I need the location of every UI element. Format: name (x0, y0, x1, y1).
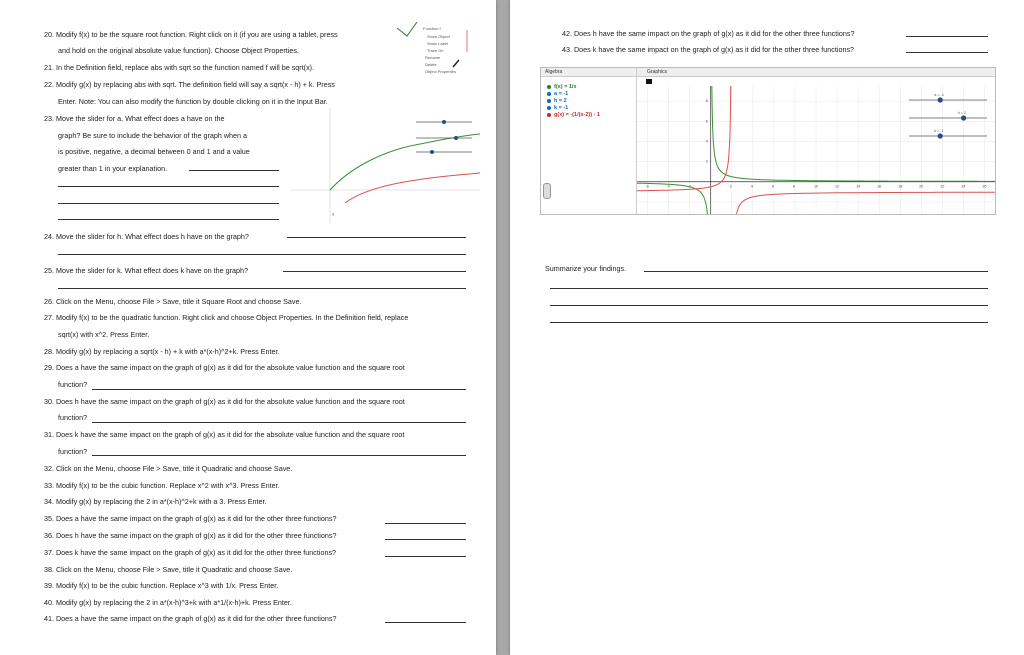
worksheet-line: 30. Does h have the same impact on the graph of g(x) as it did for the absolute value function and the square root (44, 397, 405, 406)
answer-blank[interactable] (58, 219, 279, 220)
context-menu-title: Function f (423, 26, 441, 31)
worksheet-line: 38. Click on the Menu, choose File > Save, title it Quadratic and choose Save. (44, 565, 293, 574)
slider-knob[interactable] (961, 115, 966, 120)
worksheet-line: 22. Modify g(x) by replacing abs with sqrt. The definition field will say a sqrt(x - h) + k. Press (44, 80, 335, 89)
graphics-header (637, 68, 995, 77)
worksheet-line: function? (58, 380, 88, 389)
algebra-title: Algebra (545, 69, 563, 75)
context-menu-item[interactable]: Show Object (427, 34, 450, 39)
worksheet-line: 39. Modify f(x) to be the cubic function. Replace x^3 with 1/x. Press Enter. (44, 581, 279, 590)
answer-blank[interactable] (385, 556, 466, 557)
worksheet-line: 20. Modify f(x) to be the square root function. Right click on it (if you are using a tablet, press (44, 30, 338, 39)
answer-blank[interactable] (92, 422, 466, 423)
answer-blank[interactable] (385, 622, 466, 623)
worksheet-line: 28. Modify g(x) by replacing a sqrt(x - h) + k with a*(x-h)^2+k. Press Enter. (44, 347, 280, 356)
algebra-item[interactable] (547, 98, 567, 104)
worksheet-line: 36. Does h have the same impact on the graph of g(x) as it did for the other three functions? (44, 531, 337, 540)
x-tick-label: 22 (940, 184, 945, 189)
worksheet-line: greater than 1 in your explanation. (58, 164, 168, 173)
worksheet-line: 34. Modify g(x) by replacing the 2 in a*(x-h)^2+k with a 3. Press Enter. (44, 497, 267, 506)
worksheet-line: 42. Does h have the same impact on the graph of g(x) as it did for the other three functions? (562, 29, 855, 38)
answer-blank[interactable] (385, 539, 466, 540)
answer-blank[interactable] (906, 52, 988, 53)
worksheet-line: and hold on the original absolute value function). Choose Object Properties. (58, 46, 299, 55)
algebra-view (541, 68, 637, 214)
answer-blank[interactable] (92, 389, 466, 390)
graphics-title: Graphics (647, 69, 668, 75)
x-tick-label: 20 (919, 184, 924, 189)
g-curve-right (734, 192, 995, 214)
worksheet-line: 35. Does a have the same impact on the graph of g(x) as it did for the other three functions? (44, 514, 337, 523)
context-menu (395, 22, 480, 102)
x-tick-label: 2 (729, 184, 732, 189)
answer-blank[interactable] (58, 288, 466, 289)
x-tick-label: 18 (898, 184, 903, 189)
y-tick-label: 4 (705, 139, 708, 144)
algebra-item[interactable] (547, 105, 568, 111)
answer-blank[interactable] (283, 271, 466, 272)
x-tick-label: 8 (792, 184, 795, 189)
y-tick-label: 2 (705, 159, 708, 164)
collapse-handle[interactable] (543, 183, 551, 199)
worksheet-line: 32. Click on the Menu, choose File > Save, title it Quadratic and choose Save. (44, 464, 293, 473)
context-menu-item[interactable]: Delete (425, 62, 437, 67)
worksheet-line: 31. Does k have the same impact on the graph of g(x) as it did for the absolute value function and the square root (44, 430, 405, 439)
x-tick-label: 12 (835, 184, 840, 189)
worksheet-line: 40. Modify g(x) by replacing the 2 in a*(x-h)^3+k with a*1/(x-h)+k. Press Enter. (44, 598, 292, 607)
x-tick-label: -6 (645, 184, 649, 189)
x-tick-label: -4 (666, 184, 670, 189)
algebra-header (541, 68, 636, 77)
worksheet-line: 23. Move the slider for a. What effect does a have on the (44, 114, 225, 123)
graphics-view (637, 86, 995, 214)
worksheet-line: 33. Modify f(x) to be the cubic function. Replace x^2 with x^3. Press Enter. (44, 481, 280, 490)
algebra-item-text: g(x) = -(1/(x-2)) - 1 (554, 112, 600, 118)
visibility-toggle[interactable] (547, 113, 551, 117)
x-tick-label: 24 (961, 184, 966, 189)
worksheet-line: 27. Modify f(x) to be the quadratic function. Right click and choose Object Properties. In the Definition field, replace (44, 313, 409, 322)
worksheet-line: function? (58, 447, 88, 456)
slider-panel (412, 112, 480, 156)
context-menu-item[interactable]: Show Label (427, 41, 448, 46)
worksheet-line: 25. Move the slider for k. What effect does k have on the graph? (44, 266, 249, 275)
g-curve-left (637, 86, 731, 191)
answer-blank[interactable] (92, 455, 466, 456)
slider-label: k = -1 (934, 129, 944, 133)
answer-blank[interactable] (550, 305, 988, 306)
worksheet-line: 24. Move the slider for h. What effect does h have on the graph? (44, 232, 249, 241)
visibility-toggle[interactable] (547, 106, 551, 110)
y-tick-label: 8 (705, 99, 708, 104)
algebra-item[interactable] (547, 84, 576, 90)
worksheet-line: is positive, negative, a decimal between 0 and 1 and a value (58, 147, 250, 156)
visibility-toggle[interactable] (547, 85, 551, 89)
worksheet-line: 26. Click on the Menu, choose File > Save, title it Square Root and choose Save. (44, 297, 302, 306)
x-tick-label: 26 (982, 184, 987, 189)
y-tick-label: 6 (705, 119, 708, 124)
answer-blank[interactable] (644, 271, 988, 272)
answer-blank[interactable] (550, 322, 988, 323)
context-menu-item[interactable]: Object Properties (425, 69, 456, 74)
algebra-item[interactable] (547, 112, 600, 118)
g-curve (345, 173, 480, 203)
worksheet-line: 41. Does a have the same impact on the graph of g(x) as it did for the other three functions? (44, 614, 337, 623)
algebra-item-text: f(x) = 1/x (554, 84, 577, 90)
context-menu-item[interactable]: Trace On (427, 48, 444, 53)
graphics-toolbar-icon[interactable] (646, 79, 652, 84)
worksheet-line: Enter. Note: You can also modify the function by double clicking on it in the Input Bar. (58, 97, 328, 106)
answer-blank[interactable] (906, 36, 988, 37)
worksheet-line: 37. Does k have the same impact on the graph of g(x) as it did for the other three functions? (44, 548, 337, 557)
worksheet-line: 29. Does a have the same impact on the graph of g(x) as it did for the absolute value function and the square root (44, 363, 405, 372)
algebra-item-text: h = 2 (554, 98, 567, 104)
x-tick-label: 4 (750, 184, 753, 189)
algebra-item-text: k = -1 (554, 105, 569, 111)
worksheet-line: graph? Be sure to include the behavior of the graph when a (58, 131, 248, 140)
answer-blank[interactable] (550, 288, 988, 289)
worksheet-line: function? (58, 413, 88, 422)
geogebra-window (540, 67, 996, 215)
answer-blank[interactable] (58, 254, 466, 255)
x-tick-label: -2 (687, 184, 691, 189)
x-tick-label: 10 (814, 184, 818, 189)
answer-blank[interactable] (385, 523, 466, 524)
context-menu-item[interactable]: Rename (425, 55, 441, 60)
svg-text:g: g (332, 211, 335, 216)
slider-label: h = 2 (957, 111, 967, 115)
answer-blank[interactable] (287, 237, 466, 238)
slider-knob[interactable] (938, 97, 943, 102)
worksheet-line: 43. Does k have the same impact on the graph of g(x) as it did for the other three functions? (562, 45, 855, 54)
algebra-item-text: a = -1 (554, 91, 569, 97)
visibility-toggle[interactable] (547, 92, 551, 96)
slider-label: a = -1 (934, 93, 945, 97)
slider-knob[interactable] (938, 133, 943, 138)
visibility-toggle[interactable] (547, 99, 551, 103)
x-tick-label: 16 (877, 184, 882, 189)
x-tick-label: 6 (771, 184, 774, 189)
answer-blank[interactable] (58, 203, 279, 204)
answer-blank[interactable] (58, 186, 279, 187)
worksheet-line: sqrt(x) with x^2. Press Enter. (58, 330, 150, 339)
algebra-item[interactable] (547, 91, 568, 97)
x-tick-label: 14 (856, 184, 861, 189)
answer-blank[interactable] (189, 170, 279, 171)
worksheet-line: Summarize your findings. (545, 264, 627, 273)
worksheet-line: 21. In the Definition field, replace abs with sqrt so the function named f will be sqrt(x). (44, 63, 315, 72)
